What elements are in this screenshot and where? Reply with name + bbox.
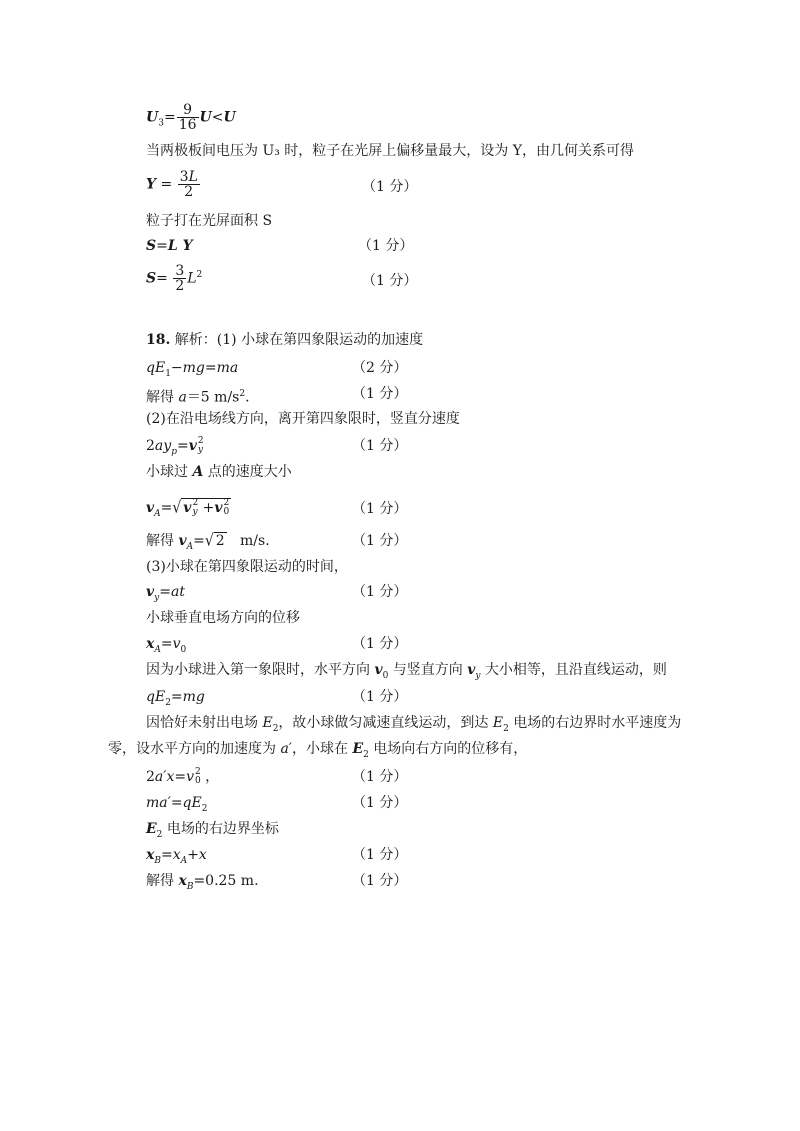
equation-xb: $x_B=x_A+x$: [146, 847, 207, 866]
score-qe2: （1 分）: [352, 689, 408, 705]
equation-s1: S=L Y: [146, 238, 193, 254]
score-a: （1 分）: [352, 386, 408, 402]
score-xb: （1 分）: [352, 847, 408, 863]
equation-s2: S= $\frac{3}{2}$ $L^2$: [146, 263, 203, 294]
equation-va-result: 解得 $v_A=√$ 2 m/s.: [146, 531, 270, 552]
text-paragraph-1: 因恰好未射出电场 $E_2$，故小球做匀减速直线运动，到达 $E_2$ 电场的右边界时水平速度为: [146, 715, 682, 734]
score-xb-result: （1 分）: [352, 873, 408, 889]
score-xa: （1 分）: [352, 636, 408, 652]
text-displacement: 小球垂直电场方向的位移: [146, 610, 300, 626]
text-part2: (2)在沿电场线方向，离开第四象限时，竖直分速度: [146, 411, 460, 427]
equation-xa: $x_A=v_0$: [146, 636, 187, 655]
score-force: （2 分）: [352, 360, 408, 376]
text-part3: (3)小球在第四象限运动的时间，: [146, 559, 348, 575]
score-ma: （1 分）: [352, 795, 408, 811]
equation-xb-result: 解得 $x_B=0.25$ m.: [146, 873, 259, 892]
equation-ma: $ma'=qE_2$: [146, 795, 208, 814]
equation-vy: $v_y=at$: [146, 584, 185, 603]
score-s2: （1 分）: [362, 273, 418, 289]
score-y: （1 分）: [362, 179, 418, 195]
equation-force: $qE_1-mg=ma$: [146, 360, 239, 379]
equation-a: 解得 a＝5 $m/s^2$.: [146, 389, 250, 406]
text-boundary: $E_2$ 电场的右边界坐标: [146, 821, 279, 840]
text-paragraph-2: 零，设水平方向的加速度为 a′，小球在 $E_2$ 电场向右方向的位移有，: [108, 741, 528, 760]
text-speed-at-a: 小球过 A 点的速度大小: [146, 464, 292, 480]
text-when-voltage: 当两极板间电压为 U₃ 时，粒子在光屏上偏移量最大，设为 Y，由几何关系可得: [146, 143, 635, 159]
score-vy: （1 分）: [352, 584, 408, 600]
equation-qe2: $qE_2=mg$: [146, 689, 205, 708]
equation-y: Y = $\frac{3L}{2}$: [146, 169, 198, 200]
equation-u3: $U_3=$ $\frac{9}{16}$ U<U: [146, 102, 236, 133]
text-screen-area: 粒子打在光屏面积 S: [146, 213, 273, 229]
score-2ax: （1 分）: [352, 769, 408, 785]
score-va: （1 分）: [352, 501, 408, 517]
equation-vy2: $2ay_p=v$ 2 y: [146, 436, 204, 457]
score-va-result: （1 分）: [352, 533, 408, 549]
equation-va: $v_A=√$ v 2 y +v 2 0: [146, 498, 230, 519]
text-because: 因为小球进入第一象限时，水平方向 $v_0$ 与竖直方向 $v_y$ 大小相等，且沿直线运动，则: [146, 662, 667, 681]
q18-title: 18. 解析：(1) 小球在第四象限运动的加速度: [146, 332, 424, 348]
score-s1: （1 分）: [358, 238, 414, 254]
score-vy2: （1 分）: [352, 438, 408, 454]
equation-2ax: 2a′x=v 2 0 ，: [146, 767, 220, 786]
